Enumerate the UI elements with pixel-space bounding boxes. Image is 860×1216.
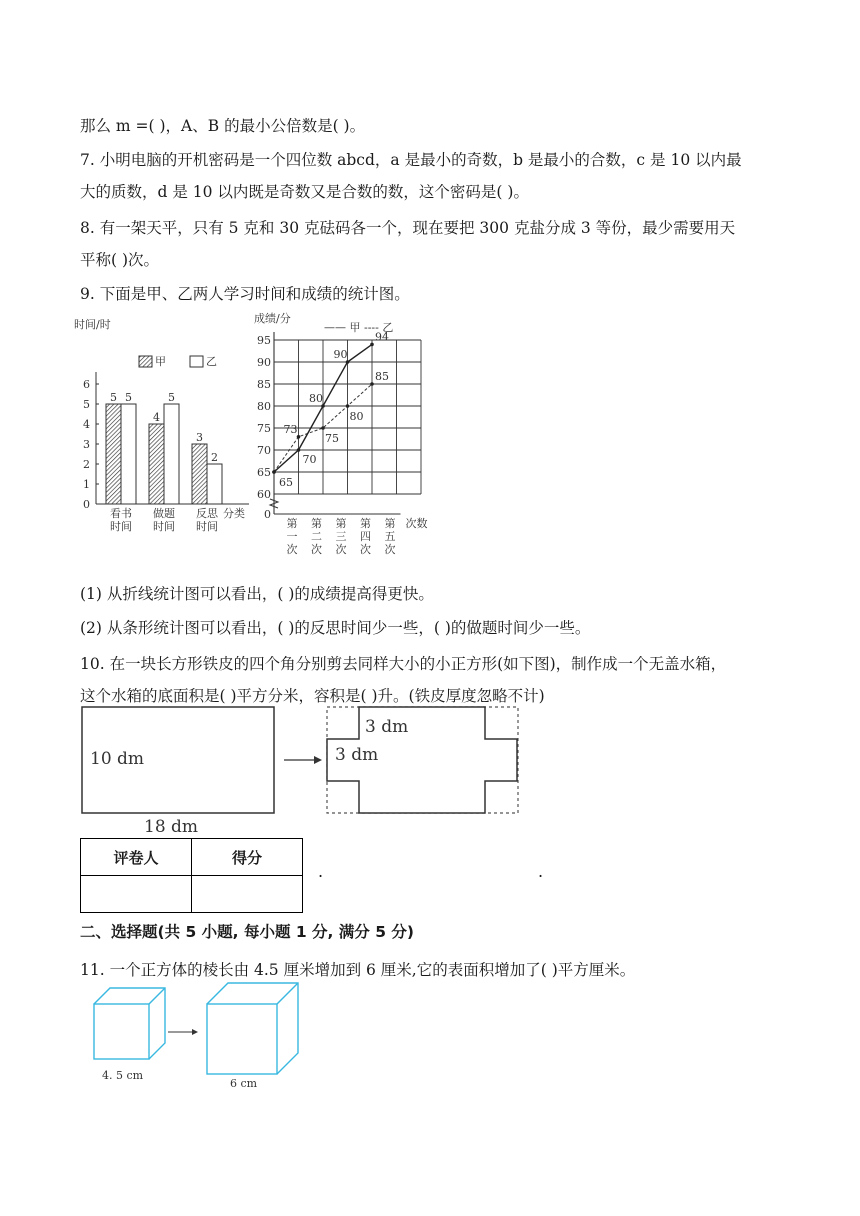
line-y-label: 成绩/分 bbox=[254, 312, 291, 325]
sheet-figure bbox=[78, 704, 528, 838]
axis-break-icon bbox=[270, 499, 278, 508]
line-chart bbox=[254, 306, 434, 566]
cube-figure bbox=[90, 980, 310, 1090]
series-yi-point bbox=[272, 470, 276, 474]
line-legend: —— 甲 ---- 乙 bbox=[324, 321, 394, 334]
line-y-tick: 75 bbox=[257, 422, 271, 435]
section-2-title: 二、选择题(共 5 小题, 每小题 1 分, 满分 5 分) bbox=[80, 923, 414, 941]
big-cube bbox=[207, 983, 298, 1074]
bar-value-label: 4 bbox=[153, 411, 160, 424]
series-yi-label: 75 bbox=[325, 432, 339, 445]
line-category-char: 第 bbox=[311, 517, 322, 530]
bar-category-line: 时间 bbox=[110, 520, 132, 533]
series-jia-label: 65 bbox=[279, 476, 293, 489]
q7-line1: 7. 小明电脑的开机密码是一个四位数 abcd，a 是最小的奇数，b 是最小的合数，c 是 10 以内最 bbox=[80, 151, 742, 169]
bar-category-line: 看书 bbox=[110, 507, 132, 520]
bar-value-label: 2 bbox=[211, 451, 218, 464]
line-y-tick: 95 bbox=[257, 334, 271, 347]
series-yi-point bbox=[370, 382, 374, 386]
series-jia-point bbox=[297, 448, 301, 452]
arrow-icon bbox=[284, 756, 322, 764]
legend-swatch-jia bbox=[139, 356, 152, 367]
q8-line2: 平称( )次。 bbox=[80, 251, 160, 269]
q9-sub1: (1) 从折线统计图可以看出，( )的成绩提高得更快。 bbox=[80, 585, 434, 603]
q9-sub2: (2) 从条形统计图可以看出，( )的反思时间少一些，( )的做题时间少一些。 bbox=[80, 619, 591, 637]
line-category-char: 第 bbox=[384, 517, 396, 530]
line-category-label bbox=[385, 517, 396, 556]
series-yi-label: 80 bbox=[349, 410, 364, 423]
bar-value-label: 5 bbox=[168, 391, 175, 404]
line-y-tick: 60 bbox=[257, 488, 271, 501]
line-y-tick: 85 bbox=[257, 378, 271, 391]
q7-line2: 大的质数，d 是 10 以内既是奇数又是合数的数，这个密码是( )。 bbox=[80, 183, 529, 201]
bar-y-tick: 4 bbox=[83, 418, 90, 431]
line-y-tick: 65 bbox=[257, 466, 271, 479]
small-cube-label: 4. 5 cm bbox=[102, 1069, 144, 1082]
legend-label-yi: 乙 bbox=[206, 355, 217, 368]
bar-y-tick: 5 bbox=[83, 398, 90, 411]
q10-line1: 10. 在一块长方形铁皮的四个角分别剪去同样大小的小正方形(如下图)，制作成一个无盖水箱， bbox=[80, 655, 727, 673]
bar-甲-2 bbox=[192, 444, 207, 504]
bar-x-label: 分类 bbox=[223, 507, 245, 520]
q6-tail: 那么 m =( )，A、B 的最小公倍数是( )。 bbox=[80, 117, 366, 135]
bar-乙-0 bbox=[121, 404, 136, 504]
series-yi-point bbox=[346, 404, 350, 408]
series-jia-label: 90 bbox=[333, 348, 348, 361]
bar-y-tick: 1 bbox=[83, 478, 90, 491]
score-cell[interactable] bbox=[192, 876, 303, 913]
series-yi-label: 73 bbox=[283, 422, 298, 436]
line-category-label bbox=[311, 517, 322, 556]
score-header: 得分 bbox=[192, 839, 303, 876]
line-category-char: 第 bbox=[360, 517, 371, 530]
line-category-char: 五 bbox=[384, 530, 396, 543]
arrow-icon bbox=[168, 1029, 198, 1035]
line-category-char: 第 bbox=[286, 517, 298, 530]
grader-cell[interactable] bbox=[81, 876, 192, 913]
series-jia-point bbox=[370, 343, 374, 347]
line-category-label bbox=[287, 517, 298, 556]
line-category-char: 次 bbox=[335, 543, 347, 556]
line-y-tick: 90 bbox=[257, 356, 271, 369]
line-category-char: 次 bbox=[360, 543, 371, 556]
big-cube-label: 6 cm bbox=[230, 1077, 258, 1090]
bar-chart bbox=[74, 312, 264, 544]
bar-甲-0 bbox=[106, 404, 121, 504]
legend-label-jia: 甲 bbox=[155, 355, 166, 368]
line-category-char: 第 bbox=[335, 517, 347, 530]
bar-category-line: 反思 bbox=[196, 507, 218, 520]
q8-line1: 8. 有一架天平，只有 5 克和 30 克砝码各一个，现在要把 300 克盐分成 3 等份，最少需要用天 bbox=[80, 219, 736, 237]
height-label: 10 dm bbox=[90, 749, 145, 769]
series-jia-label: 94 bbox=[375, 330, 389, 344]
bar-category-label bbox=[196, 507, 219, 533]
legend-swatch-yi bbox=[190, 356, 203, 367]
q9-title: 9. 下面是甲、乙两人学习时间和成绩的统计图。 bbox=[80, 285, 410, 303]
series-jia-label: 70 bbox=[302, 453, 317, 466]
score-table bbox=[80, 838, 303, 913]
q10-line2: 这个水箱的底面积是( )平方分米，容积是( )升。(铁皮厚度忽略不计) bbox=[80, 687, 545, 705]
cut-label-top: 3 dm bbox=[365, 717, 409, 737]
bar-y-tick: 3 bbox=[83, 438, 90, 451]
width-label: 18 dm bbox=[144, 817, 199, 837]
line-category-label bbox=[336, 517, 347, 556]
line-y-tick: 70 bbox=[257, 444, 271, 457]
line-y-tick: 0 bbox=[264, 508, 271, 521]
dot-2: . bbox=[538, 862, 544, 881]
line-category-char: 次 bbox=[311, 543, 322, 556]
bar-y-tick: 0 bbox=[83, 498, 90, 511]
bar-y-tick: 2 bbox=[83, 458, 90, 471]
bar-乙-2 bbox=[207, 464, 222, 504]
bar-category-line: 时间 bbox=[196, 520, 218, 533]
line-category-char: 三 bbox=[335, 530, 347, 543]
bar-category-line: 做题 bbox=[153, 507, 175, 520]
bar-乙-1 bbox=[164, 404, 179, 504]
line-category-char: 次 bbox=[384, 543, 396, 556]
line-category-char: 四 bbox=[360, 530, 371, 543]
bar-甲-1 bbox=[149, 424, 164, 504]
grader-header: 评卷人 bbox=[81, 839, 192, 876]
line-x-label: 次数 bbox=[405, 517, 428, 530]
series-yi-label: 85 bbox=[375, 370, 389, 383]
bar-value-label: 3 bbox=[196, 431, 203, 444]
line-category-label bbox=[360, 517, 371, 556]
line-category-char: 二 bbox=[311, 530, 322, 543]
series-jia-label: 80 bbox=[309, 392, 323, 405]
q11-text: 11. 一个正方体的棱长由 4.5 厘米增加到 6 厘米,它的表面积增加了( )平方厘米。 bbox=[80, 961, 636, 979]
cut-label-side: 3 dm bbox=[335, 745, 379, 765]
line-category-char: 次 bbox=[286, 543, 298, 556]
line-y-tick: 80 bbox=[257, 400, 271, 413]
bar-y-tick: 6 bbox=[83, 378, 90, 391]
bar-value-label: 5 bbox=[125, 391, 132, 404]
small-cube bbox=[94, 988, 165, 1059]
bar-category-line: 时间 bbox=[153, 520, 175, 533]
bar-y-label: 时间/时 bbox=[74, 318, 111, 331]
bar-category-label bbox=[110, 506, 132, 533]
line-category-char: 一 bbox=[286, 530, 298, 543]
series-yi-point bbox=[321, 426, 325, 430]
bar-value-label: 5 bbox=[110, 391, 117, 404]
dot-1: . bbox=[318, 862, 324, 881]
bar-category-label bbox=[153, 506, 175, 533]
